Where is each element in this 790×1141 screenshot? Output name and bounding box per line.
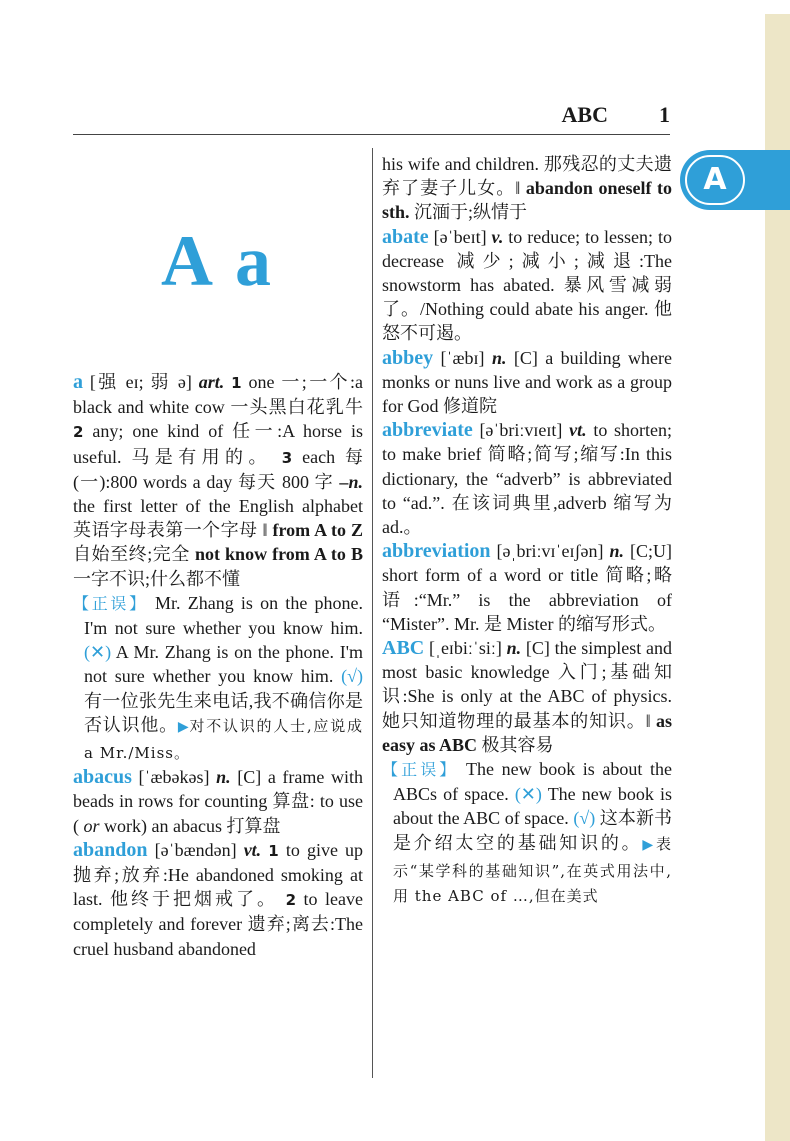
pronunciation: [əˈbriːvɪeɪt]: [479, 420, 563, 441]
headword: abacus: [73, 766, 132, 789]
example: The new book is about the ABC of space.: [393, 784, 672, 829]
entry-abbey: [382, 346, 672, 419]
part-of-speech: vt.: [569, 420, 587, 441]
page-number: 1: [659, 102, 670, 127]
pronunciation: [əˌbriːvɪˈeɪʃən]: [496, 541, 604, 562]
phrase-definition: 一字不识;什么都不懂: [73, 568, 241, 589]
definition: the first letter of the English alphabet 英语字母表第一个字母 ‖: [73, 496, 363, 541]
headword: abbreviation: [382, 540, 491, 563]
pronunciation: [ˈæbɪ]: [440, 347, 485, 368]
entry-abandon: [73, 838, 363, 961]
header-guide-word: ABC: [561, 102, 608, 127]
translation: 有一位张先生来电话,我不确信你是否认识他。: [84, 690, 363, 735]
definition: [C] a frame with beads in rows for counting 算盘: to use (: [73, 767, 364, 836]
headword: abandon: [73, 838, 148, 861]
part-of-speech: –n.: [339, 471, 364, 492]
definition: to reduce; to lessen; to decrease 减少;减小;减退:The snowstorm has abated. 暴风雪减弱了。/Nothing could abate his anger. 他怒不可遏。: [382, 226, 672, 344]
entry-abandon-continued: [382, 152, 672, 225]
definition: any; one kind of 任一:A horse is useful. 马是有用的。: [73, 421, 363, 467]
definition: to shorten; to make brief 简略;简写;缩写:In this dictionary, the “adverb” is abbreviated to “ad.”. 在该词典里,adverb 缩写为 ad.。: [382, 420, 673, 538]
entry-abbreviate: [382, 418, 672, 539]
pronunciation: [ˌeɪbiːˈsiː]: [428, 638, 502, 659]
translation: 这本新书是介绍太空的基础知识的。: [393, 808, 673, 853]
part-of-speech: n.: [491, 347, 507, 368]
headword: ABC: [382, 637, 425, 660]
note-text: 对不认识的人士,应说成 a Mr./Miss。: [84, 716, 363, 763]
headword: abate: [382, 225, 429, 248]
part-of-speech: art.: [198, 372, 225, 392]
definition: to leave completely and forever 遗弃;离去:The cruel husband abandoned: [73, 889, 364, 959]
or-italic: or: [83, 815, 100, 836]
example: A Mr. Zhang is on the phone. I'm not sure whether you know him.: [84, 642, 363, 687]
pronunciation: [强 eɪ; 弱 ə]: [89, 372, 192, 392]
triangle-arrow-icon: ▶: [642, 837, 656, 853]
definition: each 每(一):800 words a day 每天 800 字: [73, 446, 364, 492]
usage-note: [73, 591, 363, 765]
wrong-mark: (✕): [514, 784, 542, 805]
headword: a: [73, 371, 83, 393]
part-of-speech: n.: [506, 638, 522, 659]
entry-a: [73, 370, 363, 591]
section-letter-heading: A a: [160, 221, 276, 301]
definition: [C;U] short form of a word or title 简略;略语:“Mr.” is the abbreviation of “Mister”. Mr. 是 Mister 的缩写形式。: [382, 541, 672, 634]
phrase: abandon oneself to sth.: [382, 178, 672, 223]
part-of-speech: n.: [609, 541, 624, 562]
running-header: [73, 100, 670, 135]
triangle-arrow-icon: ▶: [177, 719, 190, 735]
phrase: as easy as ABC: [382, 710, 672, 755]
definition: to give up 抛弃;放弃:He abandoned smoking at last. 他终于把烟戒了。: [73, 839, 364, 910]
usage-note: [382, 757, 672, 908]
definition: his wife and children. 那残忍的丈夫遗弃了妻子儿女。‖: [382, 154, 672, 199]
phrase-definition: 极其容易: [481, 734, 554, 755]
part-of-speech: vt.: [243, 839, 262, 860]
sense-number: 1: [268, 841, 279, 860]
right-column: [382, 152, 672, 908]
pronunciation: [əˈbeɪt]: [433, 226, 487, 247]
pronunciation: [əˈbændən]: [154, 839, 237, 860]
phrase-definition: 自始至终;完全: [73, 544, 190, 565]
entry-abacus: [73, 765, 363, 838]
sense-number: 2: [285, 891, 297, 910]
usage-note-tag: 【正误】: [382, 760, 459, 780]
sense-number: 1: [231, 374, 242, 392]
entry-abc: [382, 636, 672, 757]
entry-abate: [382, 225, 672, 346]
left-column: [73, 370, 363, 961]
headword: abbey: [382, 346, 434, 369]
letter-thumb-tab: [680, 150, 790, 210]
entry-abbreviation: [382, 539, 672, 636]
example: Mr. Zhang is on the phone. I'm not sure whether you know him.: [84, 592, 363, 639]
definition: [C] a building where monks or nuns live and work as a group for God 修道院: [382, 347, 673, 417]
wrong-mark: (✕): [84, 642, 112, 663]
pronunciation: [ˈæbəkəs]: [138, 767, 210, 788]
right-mark: (√): [341, 666, 363, 687]
thumb-tab-letter: A: [685, 155, 745, 205]
sense-number: 2: [73, 423, 84, 442]
part-of-speech: v.: [491, 226, 504, 247]
definition: work) an abacus 打算盘: [104, 815, 281, 836]
example: The new book is about the ABCs of space.: [393, 759, 672, 805]
right-mark: (√): [573, 808, 596, 829]
headword: abbreviate: [382, 419, 473, 442]
definition: one 一;一个:a black and white cow 一头黑白花乳牛: [73, 372, 363, 418]
usage-note-tag: 【正误】: [73, 593, 148, 613]
note-text: 表示“某学科的基础知识”,在英式用法中,用 the ABC of …,但在美式: [393, 834, 672, 906]
column-divider: [372, 148, 373, 1078]
sense-number: 3: [281, 448, 293, 467]
phrase-definition: 沉湎于;纵情于: [414, 202, 528, 223]
definition: [C] the simplest and most basic knowledge 入门;基础知识:She is only at the ABC of physics. 她只知道物理的最基本的知识。‖: [382, 638, 673, 731]
phrase: from A to Z: [272, 520, 363, 541]
phrase: not know from A to B: [194, 544, 363, 565]
part-of-speech: n.: [216, 767, 231, 788]
